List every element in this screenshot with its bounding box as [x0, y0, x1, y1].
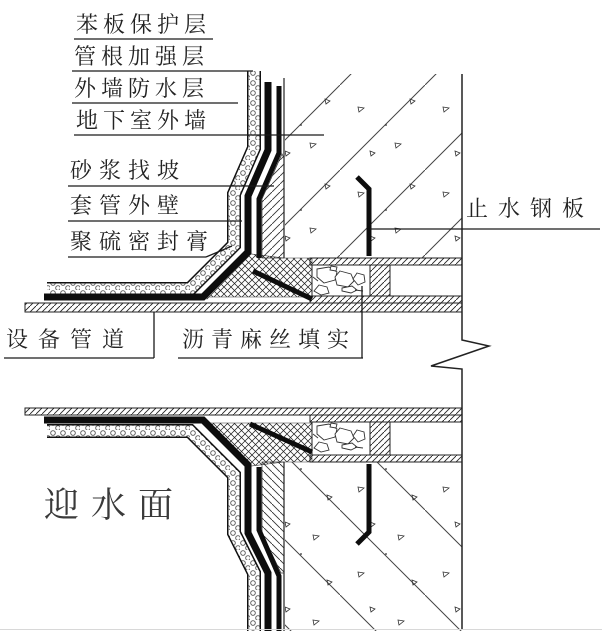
- pipe-opening-upper: [390, 265, 462, 296]
- concrete-wall-lower: [285, 462, 462, 631]
- label-wall-waterproofing: 外墙防水层: [74, 77, 210, 102]
- casing-bottom-band-lower: [310, 455, 462, 462]
- protection-board-lower: [47, 431, 254, 631]
- label-polysulfide-sealant: 聚硫密封膏: [70, 230, 216, 255]
- label-water-facing-side: 迎水面: [44, 486, 186, 526]
- pipe-opening-lower: [390, 422, 462, 455]
- label-mortar-slope: 砂浆找坡: [70, 159, 187, 184]
- pipe-wall-band-lower: [25, 408, 462, 415]
- label-basement-wall: 地下室外墙: [76, 109, 212, 134]
- label-equipment-pipe: 设备管道: [6, 328, 135, 353]
- label-waterstop-steel-plate: 止水钢板: [466, 197, 595, 222]
- label-protection-layer: 苯板保护层: [76, 13, 212, 38]
- pipe-wall-band-upper: [25, 303, 462, 312]
- label-pipe-root-reinforcement: 管根加强层: [74, 45, 210, 70]
- label-asphalt-hemp-fill: 沥青麻丝填实: [182, 328, 357, 353]
- label-casing-outer-wall: 套管外壁: [70, 194, 187, 219]
- casing-end-block-upper: [370, 265, 390, 296]
- casing-top-band-upper: [310, 258, 462, 265]
- casing-top-band-lower: [310, 415, 462, 422]
- casing-bottom-band-upper: [310, 296, 462, 303]
- casing-end-block-lower: [370, 422, 390, 455]
- concrete-wall-upper: [285, 74, 462, 258]
